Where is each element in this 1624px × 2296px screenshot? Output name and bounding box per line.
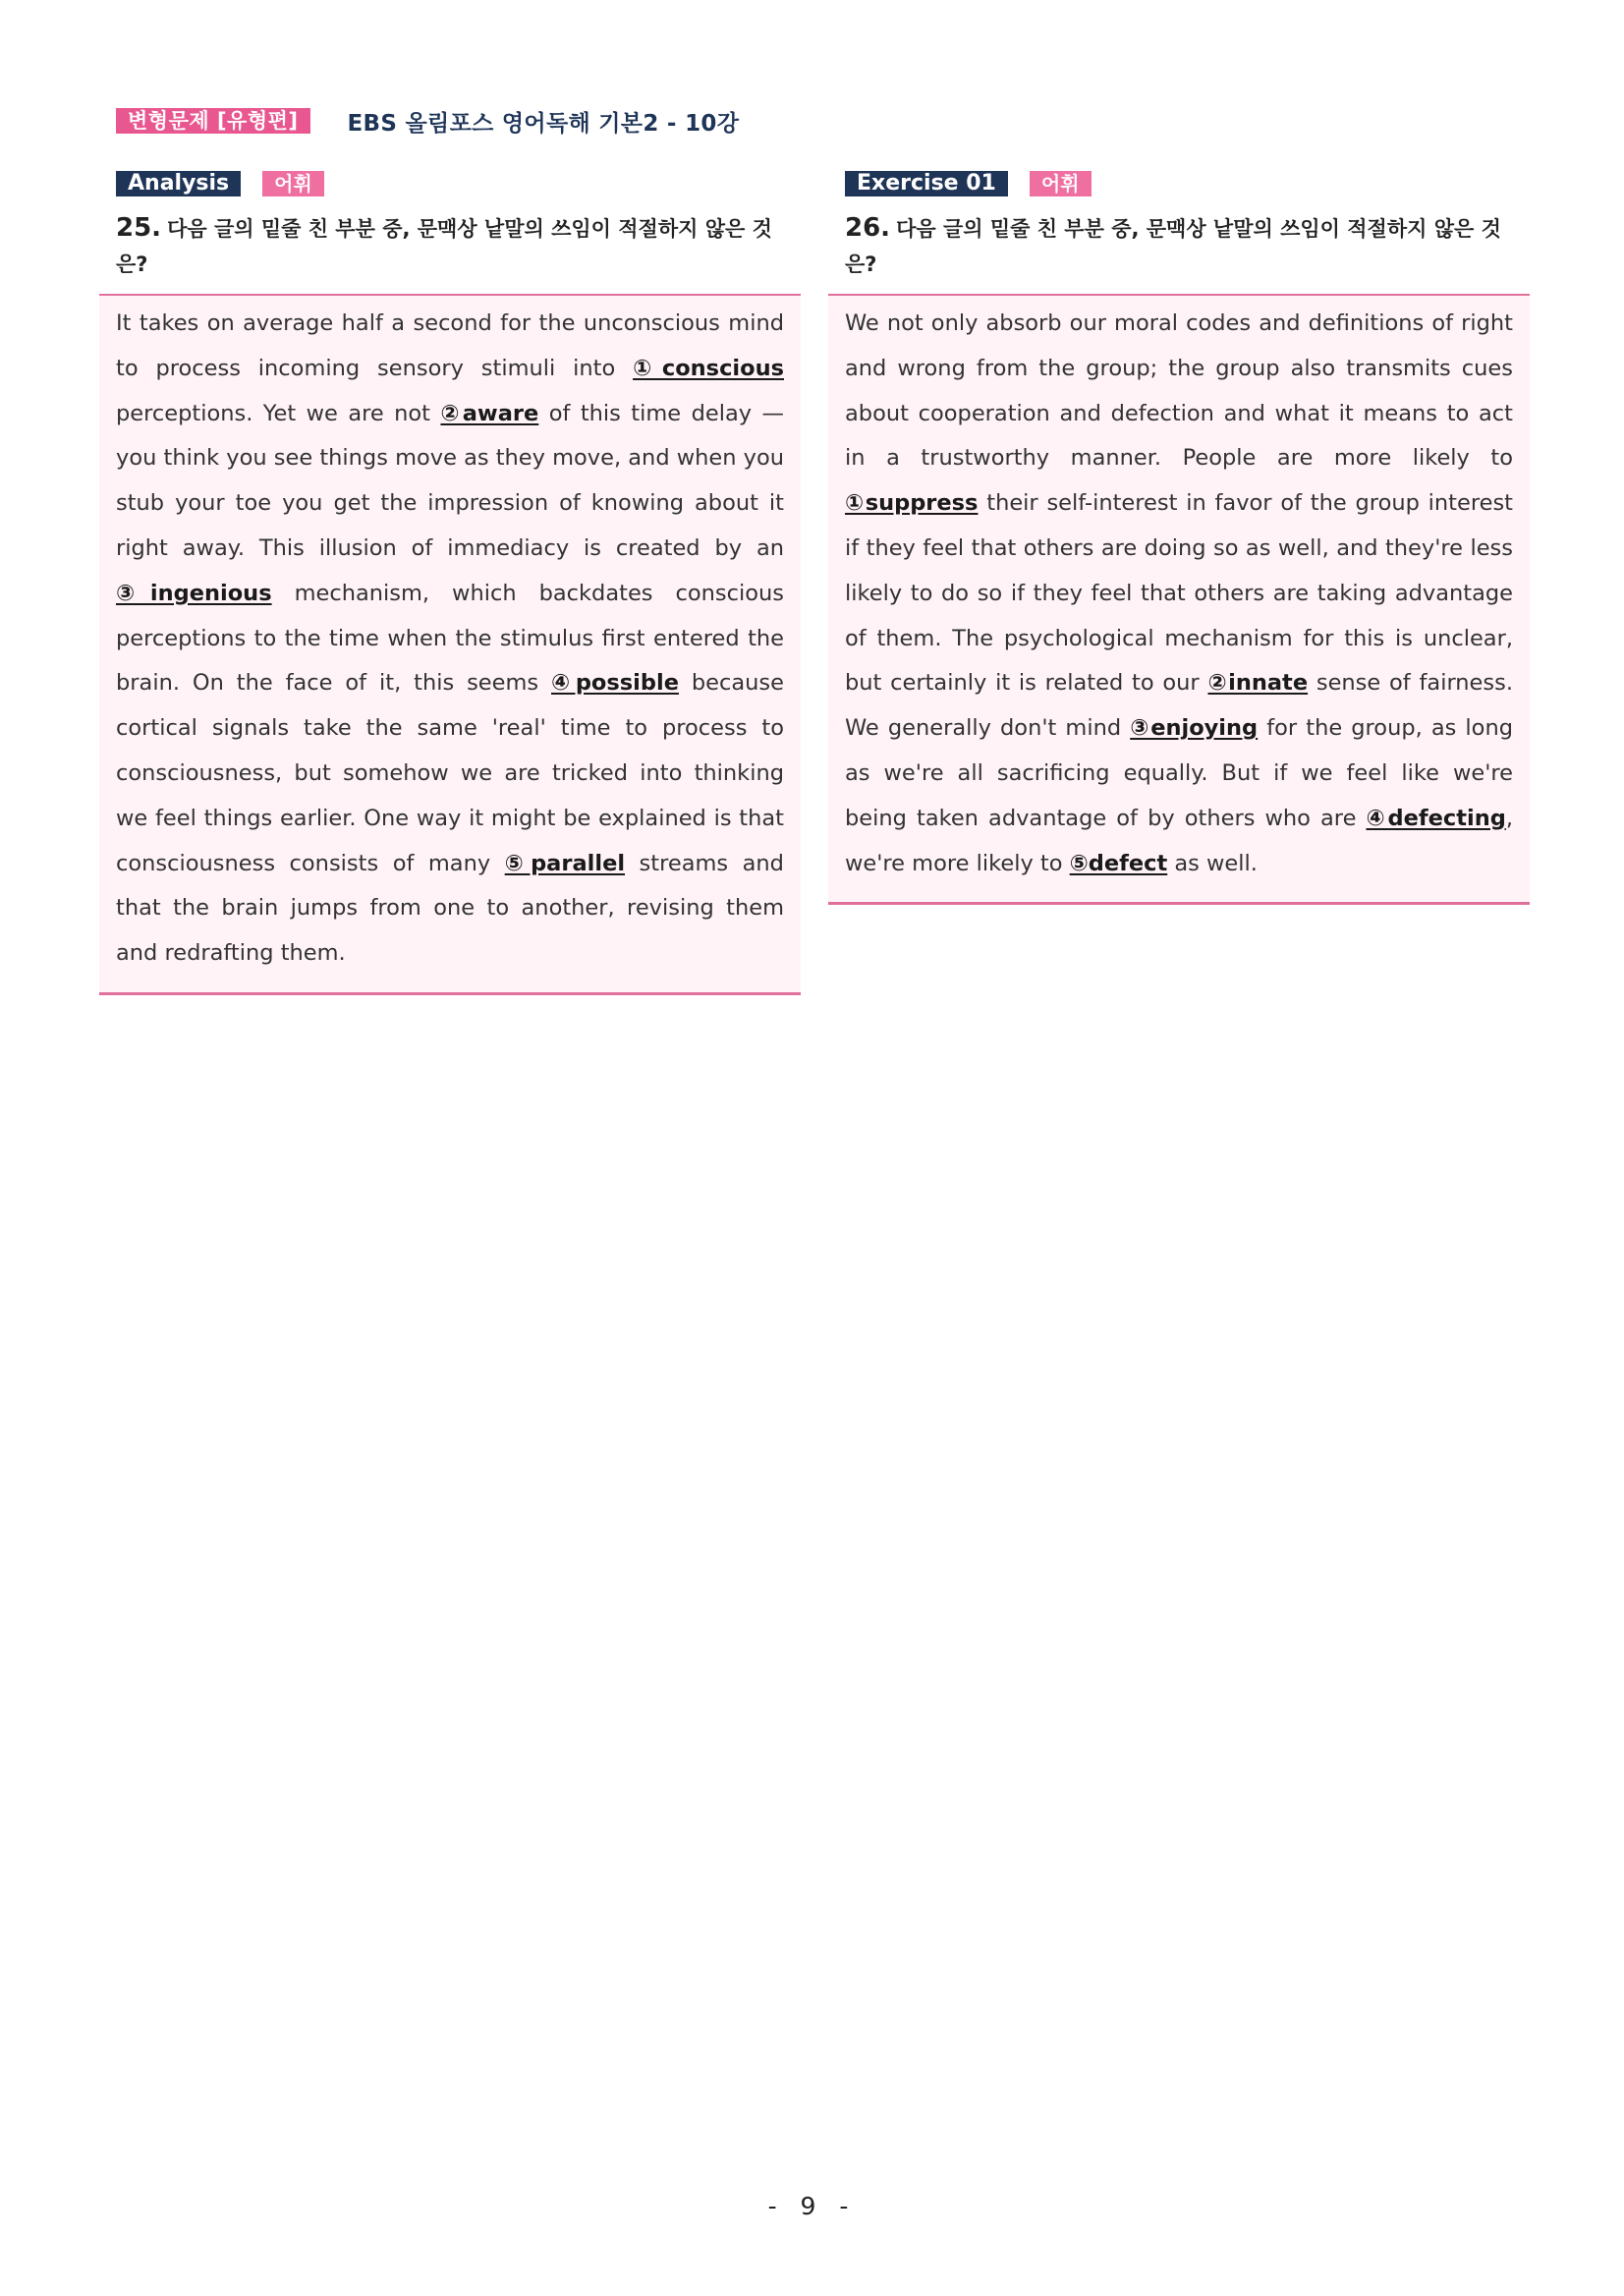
exercise-label: Exercise 01: [845, 171, 1008, 196]
vocab-category-tag: 어휘: [262, 171, 324, 196]
underlined-choice: ④possible: [551, 670, 679, 697]
question-26: [845, 210, 1513, 282]
underlined-choice: ①suppress: [845, 490, 979, 517]
passage-text: sense of fairness. We generally don't mind: [845, 670, 1513, 742]
question-number: 26.: [845, 213, 891, 243]
passage-text: for the group, as long as we're all sacrificing equally. But if we feel like we're being taken advantage of by others who are: [845, 715, 1513, 831]
exercise-labels: [845, 171, 1530, 196]
question-text: 다음 글의 밑줄 친 부분 중, 문맥상 낱말의 쓰임이 적절하지 않은 것은?: [845, 217, 1501, 276]
underlined-choice: ⑤parallel: [504, 850, 626, 876]
passage-text: mechanism, which backdates conscious perceptions to the time when the stimulus first entered the brain. On the face of it, this seems: [116, 580, 784, 697]
underlined-choice: ④defecting: [1366, 805, 1506, 831]
passage-text: It takes on average half a second for the unconscious mind to process incoming sensory stimuli into: [116, 310, 784, 381]
exercise-column: [828, 171, 1530, 905]
vocab-category-tag: 어휘: [1030, 171, 1092, 196]
underlined-choice: ③enjoying: [1130, 715, 1259, 742]
analysis-labels: [116, 171, 801, 196]
question-number: 25.: [116, 213, 162, 243]
underlined-choice: ①conscious: [633, 355, 784, 381]
passage-text: perceptions. Yet we are not: [116, 400, 441, 426]
passage-text: their self-interest in favor of the group interest if they feel that others are doing so as well, and they're less likely to do so if they feel that others are taking advantage of them. The psychological mechanism for this is unclear, but certainly it is related to our: [845, 490, 1513, 697]
underlined-choice: ②innate: [1207, 670, 1309, 697]
section-tag: 변형문제 [유형편]: [116, 108, 310, 134]
page-header: [116, 104, 739, 138]
passage-text: , we're more likely to: [845, 805, 1513, 876]
underlined-choice: ⑤defect: [1069, 850, 1168, 876]
question-25: [116, 210, 784, 282]
passage-25: [99, 294, 801, 995]
passage-text: streams and that the brain jumps from one to another, revising them and redrafting them.: [116, 850, 784, 967]
analysis-column: [99, 171, 801, 995]
passage-26: [828, 294, 1530, 905]
passage-text: because cortical signals take the same 'real' time to process to consciousness, but somehow we are tricked into thinking we feel things earlier. One way it might be explained is that consciousness consists of many: [116, 670, 784, 876]
passage-text: of this time delay — you think you see things move as they move, and when you stub your toe you get the impression of knowing about it right away. This illusion of immediacy is created by an: [116, 400, 785, 561]
question-text: 다음 글의 밑줄 친 부분 중, 문맥상 낱말의 쓰임이 적절하지 않은 것은?: [116, 217, 772, 276]
passage-text: as well.: [1167, 850, 1258, 876]
page-number: - 9 -: [767, 2192, 857, 2220]
underlined-choice: ②aware: [440, 400, 539, 426]
document-title: EBS 올림포스 영어독해 기본2 - 10강: [347, 110, 740, 137]
analysis-label: Analysis: [116, 171, 241, 196]
passage-text: We not only absorb our moral codes and definitions of right and wrong from the group; the group also transmits cues about cooperation and defection and what it means to act in a trustworthy manner. People are more likely to: [845, 310, 1513, 472]
underlined-choice: ③ingenious: [116, 580, 272, 606]
